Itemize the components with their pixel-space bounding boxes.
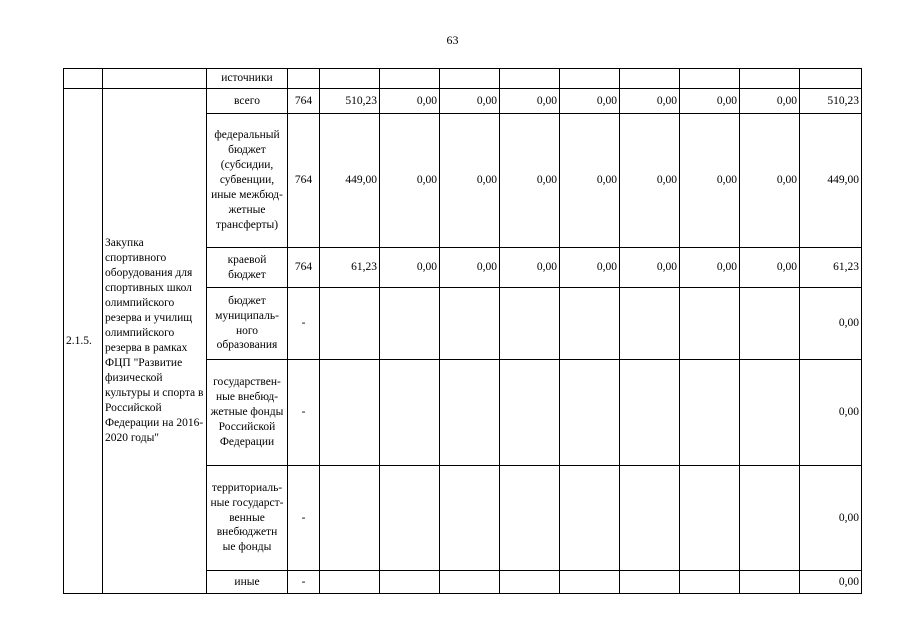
- source-cell: краевой бюджет: [207, 248, 288, 288]
- total-cell: 61,23: [800, 248, 862, 288]
- value-cell: 0,00: [620, 89, 680, 114]
- value-cell: [620, 571, 680, 594]
- value-cell: [500, 466, 560, 571]
- header-value-cell: [560, 69, 620, 89]
- value-cell: 0,00: [500, 114, 560, 248]
- grbs-cell: -: [288, 288, 320, 360]
- value-cell: [620, 360, 680, 466]
- value-cell: [440, 288, 500, 360]
- value-cell: [320, 466, 380, 571]
- header-value-cell: [500, 69, 560, 89]
- value-cell: [740, 466, 800, 571]
- header-value-cell: [680, 69, 740, 89]
- header-value-cell: [320, 69, 380, 89]
- value-cell: 0,00: [740, 248, 800, 288]
- value-cell: 0,00: [680, 89, 740, 114]
- value-cell: 0,00: [620, 248, 680, 288]
- value-cell: [500, 360, 560, 466]
- value-cell: 0,00: [500, 89, 560, 114]
- source-cell: всего: [207, 89, 288, 114]
- value-cell: 449,00: [320, 114, 380, 248]
- value-cell: [680, 466, 740, 571]
- value-cell: [560, 360, 620, 466]
- value-cell: [740, 360, 800, 466]
- value-cell: 0,00: [560, 114, 620, 248]
- source-cell: государствен-ные внебюд-жетные фонды Российской Федерации: [207, 360, 288, 466]
- value-cell: 0,00: [620, 114, 680, 248]
- value-cell: [440, 571, 500, 594]
- header-value-cell: [800, 69, 862, 89]
- value-cell: 0,00: [680, 248, 740, 288]
- page-number: 63: [446, 33, 459, 47]
- value-cell: 0,00: [740, 114, 800, 248]
- header-value-cell: [740, 69, 800, 89]
- header-source-cell: источники: [207, 69, 288, 89]
- value-cell: [500, 288, 560, 360]
- header-code-cell: [64, 69, 103, 89]
- value-cell: 0,00: [560, 89, 620, 114]
- value-cell: 0,00: [440, 114, 500, 248]
- header-name-cell: [103, 69, 207, 89]
- value-cell: [380, 466, 440, 571]
- budget-table: [63, 68, 862, 594]
- item-code: 2.1.5.: [64, 89, 103, 594]
- value-cell: [740, 288, 800, 360]
- value-cell: [440, 360, 500, 466]
- value-cell: [740, 571, 800, 594]
- grbs-cell: -: [288, 466, 320, 571]
- value-cell: [380, 360, 440, 466]
- value-cell: 0,00: [560, 248, 620, 288]
- value-cell: [320, 360, 380, 466]
- header-value-cell: [440, 69, 500, 89]
- value-cell: 0,00: [680, 114, 740, 248]
- grbs-cell: -: [288, 360, 320, 466]
- header-row: [64, 69, 862, 89]
- value-cell: [380, 288, 440, 360]
- header-grbs-cell: [288, 69, 320, 89]
- value-cell: [680, 360, 740, 466]
- value-cell: [320, 288, 380, 360]
- total-cell: 0,00: [800, 360, 862, 466]
- source-cell: иные: [207, 571, 288, 594]
- header-value-cell: [620, 69, 680, 89]
- value-cell: 510,23: [320, 89, 380, 114]
- value-cell: [620, 288, 680, 360]
- value-cell: 0,00: [440, 89, 500, 114]
- value-cell: [620, 466, 680, 571]
- value-cell: [440, 466, 500, 571]
- value-cell: [560, 571, 620, 594]
- source-cell: территориаль-ные государст-венные внебюджетн ые фонды: [207, 466, 288, 571]
- value-cell: [320, 571, 380, 594]
- source-cell: бюджет муниципаль-ного образования: [207, 288, 288, 360]
- value-cell: [560, 288, 620, 360]
- source-cell: федеральный бюджет (субсидии, субвенции, иные межбюд-жетные трансферты): [207, 114, 288, 248]
- value-cell: [380, 571, 440, 594]
- value-cell: [680, 571, 740, 594]
- total-cell: 510,23: [800, 89, 862, 114]
- value-cell: 0,00: [380, 89, 440, 114]
- grbs-cell: 764: [288, 248, 320, 288]
- grbs-cell: 764: [288, 114, 320, 248]
- value-cell: 0,00: [740, 89, 800, 114]
- total-cell: 0,00: [800, 571, 862, 594]
- table-row: [64, 89, 862, 114]
- value-cell: 0,00: [380, 114, 440, 248]
- value-cell: 61,23: [320, 248, 380, 288]
- total-cell: 449,00: [800, 114, 862, 248]
- total-cell: 0,00: [800, 288, 862, 360]
- header-value-cell: [380, 69, 440, 89]
- value-cell: [560, 466, 620, 571]
- value-cell: 0,00: [380, 248, 440, 288]
- grbs-cell: -: [288, 571, 320, 594]
- total-cell: 0,00: [800, 466, 862, 571]
- value-cell: [680, 288, 740, 360]
- grbs-cell: 764: [288, 89, 320, 114]
- item-name: Закупка спортивного оборудования для спортивных школ олимпийского резерва и училищ олимпийского резерва в рамках ФЦП "Развитие физической культуры и спорта в Российской Федерации на 2016-2020 годы": [103, 89, 207, 594]
- value-cell: [500, 571, 560, 594]
- value-cell: 0,00: [440, 248, 500, 288]
- value-cell: 0,00: [500, 248, 560, 288]
